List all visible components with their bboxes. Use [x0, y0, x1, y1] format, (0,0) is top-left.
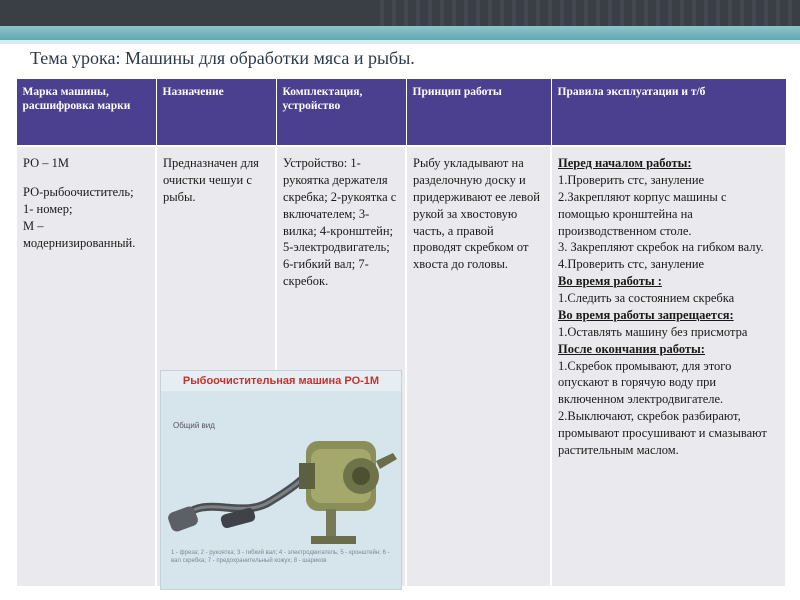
- header-purpose: Назначение: [156, 79, 276, 147]
- rules-during-item: 1.Следить за состоянием скребка: [558, 291, 735, 305]
- rules-forbidden-item: 1.Оставлять машину без присмотра: [558, 324, 748, 339]
- rules-before-item: 3. Закрепляют скребок на гибком валу.: [558, 240, 764, 255]
- cell-principle: [406, 146, 551, 587]
- rules-after-item: 1.Скребок промывают, для этого опускают в горячую воду при включенном электродвигателе.: [558, 358, 732, 407]
- top-light-bar: [0, 40, 800, 44]
- brand-m: М – модернизированный.: [23, 218, 136, 250]
- header-equipment: Комплектация, устройство: [276, 79, 406, 147]
- table-header-row: [16, 79, 786, 147]
- rules-during-heading: Во время работы :: [558, 274, 662, 289]
- top-bar-texture: [380, 0, 800, 26]
- equipment-text: Устройство: 1-рукоятка держателя скребка; 2-рукоятка с включателем; 3-вилка; 4-кронштейн; 5-электродвигатель; 6-гибкий вал; 7-скребок.: [283, 156, 397, 289]
- slide-title: Тема урока: Машины для обработки мяса и рыбы.: [30, 48, 415, 68]
- brand-number: 1- номер;: [23, 201, 73, 216]
- header-principle: Принцип работы: [406, 79, 551, 147]
- rules-after-heading: После окончания работы:: [558, 341, 705, 356]
- brand-code: РО – 1М: [23, 156, 69, 170]
- cell-brand: [16, 146, 156, 587]
- machine-illustration: [160, 370, 402, 590]
- illustration-caption: 1 - фреза; 2 - рукоятка; 3 - гибкий вал; 4 - электродвигатель; 5 - кронштейн; 6 - вал скребка; 7 - предохранительный кожух; 8 - шариков: [171, 550, 390, 565]
- rules-forbidden-heading: Во время работы запрещается:: [558, 307, 734, 322]
- rules-after-item: 2.Выключают, скребок разбирают, промывают просушивают и смазывают растительным маслом.: [558, 409, 767, 457]
- illustration-title: Рыбоочистительная машина РО-1М: [161, 371, 401, 391]
- header-brand: Марка машины, расшифровка марки: [16, 79, 156, 147]
- rules-before-item: 2.Закрепляют корпус машины с помощью кронштейна на производственном столе.: [558, 189, 727, 238]
- cell-rules: [551, 146, 786, 587]
- rules-before-item: 1.Проверить стс, зануление: [558, 172, 705, 187]
- header-rules: Правила эксплуатации и т/б: [551, 79, 786, 147]
- purpose-text: Предназначен для очистки чешуи с рыбы.: [163, 156, 259, 204]
- principle-text: Рыбу укладывают на разделочную доску и придерживают ее левой рукой за хвостовую часть, а правой проводят скребком от хвоста до головы.: [413, 156, 540, 272]
- illustration-subtitle: Общий вид: [173, 421, 215, 430]
- rules-before-item: 4.Проверить стс, зануление: [558, 257, 705, 272]
- top-dark-bar: [0, 0, 800, 26]
- brand-ro: РО-рыбоочиститель;: [23, 184, 134, 199]
- rules-before-heading: Перед началом работы:: [558, 156, 692, 170]
- top-teal-bar: [0, 26, 800, 40]
